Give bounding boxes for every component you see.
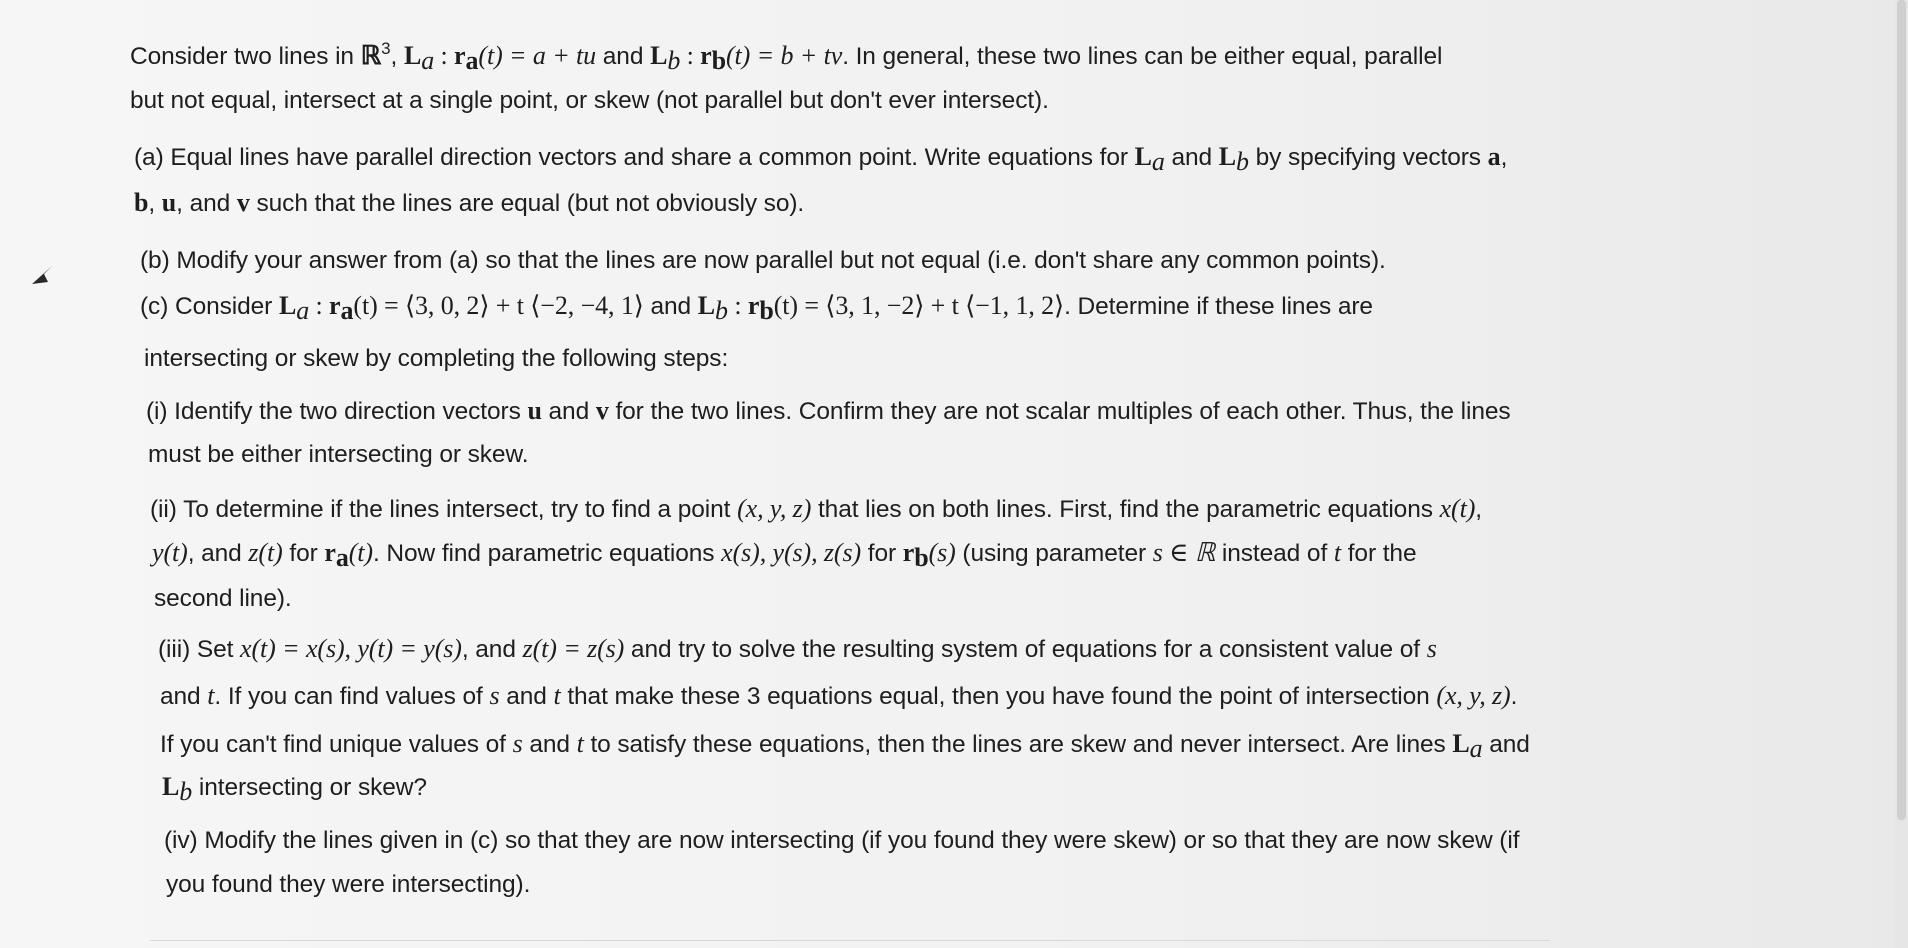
step-iii-line-1	[158, 634, 1437, 665]
step-iii-text: that make these 3 equations equal, then you have found the point of intersection	[560, 683, 1437, 710]
line-Lb: L	[650, 41, 668, 70]
part-c-line-1	[140, 291, 1373, 326]
step-iii-line-3	[160, 729, 1530, 764]
vector-v: v	[236, 188, 250, 217]
equation-rb: (t) = ⟨3, 1, −2⟩ + t ⟨−1, 1, 2⟩	[773, 291, 1065, 320]
subscript: a	[465, 46, 479, 75]
variable-t: t	[553, 681, 561, 710]
intro-text: . In general, these two lines can be either equal, parallel	[842, 43, 1443, 70]
period: .	[1510, 683, 1518, 710]
x-of-t: x(t)	[1439, 494, 1476, 523]
step-iii-line-4	[162, 772, 427, 807]
step-i-line-1	[146, 396, 1511, 427]
equation-z: z(t) = z(s)	[522, 634, 625, 663]
intro-line-1	[130, 34, 1442, 76]
part-a-text: such that the lines are equal (but not obviously so).	[249, 190, 805, 217]
ra-definition: (t) = a + tu	[478, 41, 597, 70]
variable-s: s	[489, 681, 500, 710]
part-a-text: , and	[176, 190, 237, 217]
part-a-text: and	[1164, 144, 1219, 171]
step-i-text: (i) Identify the two direction vectors	[146, 398, 528, 425]
step-iii-text: and	[522, 731, 577, 758]
step-iii-line-2	[160, 681, 1517, 712]
line-La: L	[278, 291, 297, 320]
part-b-line: (b) Modify your answer from (a) so that the lines are now parallel but not equal (i.e. don't share any common points).	[140, 247, 1386, 274]
variable-t: t	[207, 681, 215, 710]
variable-t: t	[1333, 538, 1341, 567]
colon: :	[434, 41, 455, 70]
subscript: b	[759, 296, 774, 325]
subscript: b	[179, 777, 193, 806]
line-La: L	[403, 41, 422, 70]
step-ii-line-3: second line).	[154, 585, 292, 612]
step-ii-text: (using parameter	[955, 540, 1153, 567]
step-i-text: for the two lines. Confirm they are not scalar multiples of each other. Thus, the lines	[608, 398, 1511, 425]
part-a-text: by specifying vectors	[1248, 144, 1488, 171]
variable-t: t	[576, 729, 584, 758]
step-iii-text: If you can't find unique values of	[160, 731, 513, 758]
exponent: 3	[381, 39, 391, 58]
vector-b: b	[134, 188, 149, 217]
step-iii-text: and	[160, 683, 208, 710]
step-ii-text: . Now find parametric equations	[372, 540, 722, 567]
s-in-reals: s ∈ ℝ	[1152, 538, 1216, 567]
colon: :	[727, 291, 748, 320]
equation-xy: x(t) = x(s), y(t) = y(s)	[240, 634, 462, 663]
mouse-cursor-icon	[30, 262, 56, 288]
vertical-scrollbar[interactable]	[1894, 0, 1908, 948]
part-a-line-1	[134, 142, 1507, 177]
part-c-line-2: intersecting or skew by completing the following steps:	[144, 345, 729, 372]
argument: (s)	[928, 538, 956, 567]
equation-ra: (t) = ⟨3, 0, 2⟩ + t ⟨−2, −4, 1⟩	[353, 291, 644, 320]
colon: :	[309, 291, 330, 320]
step-iii-text: , and	[461, 636, 523, 663]
subscript: b	[711, 46, 726, 75]
step-iii-text: to satisfy these equations, then the lines are skew and never intersect. Are lines	[583, 731, 1453, 758]
comma: ,	[390, 43, 404, 70]
vector-v: v	[595, 396, 609, 425]
part-a-text: (a) Equal lines have parallel direction vectors and share a common point. Write equations for	[134, 144, 1135, 171]
step-ii-text: instead of	[1215, 540, 1334, 567]
step-iv-line-2: you found they were intersecting).	[166, 871, 531, 898]
step-ii-line-1	[150, 494, 1482, 525]
line-Lb: L	[697, 291, 716, 320]
vector-ra: r	[324, 538, 336, 567]
line-Lb: L	[1218, 142, 1237, 171]
variable-s: s	[1426, 634, 1437, 663]
step-ii-text: for	[282, 540, 325, 567]
subscript: b	[667, 46, 681, 75]
scrollbar-thumb[interactable]	[1897, 0, 1906, 820]
step-ii-text: (ii) To determine if the lines intersect, try to find a point	[150, 496, 738, 523]
part-c-text: (c) Consider	[140, 293, 279, 320]
part-a-line-2	[134, 188, 804, 219]
comma: ,	[148, 190, 162, 217]
line-Lb: L	[162, 772, 180, 801]
rb-definition: (t) = b + tv	[725, 41, 843, 70]
subscript: b	[715, 296, 728, 325]
argument: (t)	[348, 538, 373, 567]
reals-symbol: ℝ	[360, 41, 382, 70]
line-La: L	[1134, 142, 1152, 171]
part-c-text: and	[643, 293, 698, 320]
line-La: L	[1452, 729, 1470, 758]
subscript: a	[1469, 734, 1483, 763]
step-iii-text: . If you can find values of	[214, 683, 490, 710]
vector-rb: r	[902, 538, 915, 567]
comma: ,	[1500, 144, 1508, 171]
subscript: b	[1236, 147, 1249, 176]
subscript: a	[340, 296, 354, 325]
step-iv-line-1: (iv) Modify the lines given in (c) so that they are now intersecting (if you found they were skew) or so that they are now skew (if	[164, 827, 1520, 854]
vector-rb: r	[747, 291, 760, 320]
subscript: a	[421, 46, 435, 75]
divider	[150, 940, 1550, 941]
vector-u: u	[527, 396, 542, 425]
point-xyz: (x, y, z)	[737, 494, 812, 523]
part-c-text: . Determine if these lines are	[1064, 293, 1373, 320]
step-ii-text: for	[861, 540, 903, 567]
subscript: a	[335, 543, 349, 572]
step-iii-text: (iii) Set	[158, 636, 241, 663]
intro-line-2: but not equal, intersect at a single point, or skew (not parallel but don't ever intersect).	[130, 87, 1049, 114]
step-ii-text: , and	[187, 540, 249, 567]
step-i-text: and	[541, 398, 596, 425]
vector-u: u	[161, 188, 177, 217]
subscript: a	[1151, 147, 1165, 176]
vector-a: a	[1487, 142, 1501, 171]
subscript: a	[296, 296, 310, 325]
vector-ra: r	[454, 41, 466, 70]
comma: ,	[1475, 496, 1482, 523]
point-xyz: (x, y, z)	[1436, 681, 1511, 710]
step-iii-text: and try to solve the resulting system of equations for a consistent value of	[624, 636, 1427, 663]
subscript: b	[914, 543, 929, 572]
step-ii-line-2	[152, 538, 1416, 573]
vector-rb: r	[700, 41, 712, 70]
step-ii-text: that lies on both lines. First, find the parametric equations	[811, 496, 1440, 523]
intro-text: Consider two lines in	[130, 43, 361, 70]
step-ii-text: for the	[1341, 540, 1417, 567]
intro-text: and	[596, 43, 651, 70]
xyz-of-s: x(s), y(s), z(s)	[721, 538, 862, 567]
step-iii-text: and	[1482, 731, 1530, 758]
variable-s: s	[512, 729, 523, 758]
step-iii-text: and	[499, 683, 554, 710]
z-of-t: z(t)	[248, 538, 283, 567]
vector-ra: r	[329, 291, 341, 320]
step-iii-text: intersecting or skew?	[192, 774, 427, 801]
step-i-line-2: must be either intersecting or skew.	[148, 441, 529, 468]
y-of-t: y(t)	[152, 538, 188, 567]
colon: :	[680, 41, 701, 70]
